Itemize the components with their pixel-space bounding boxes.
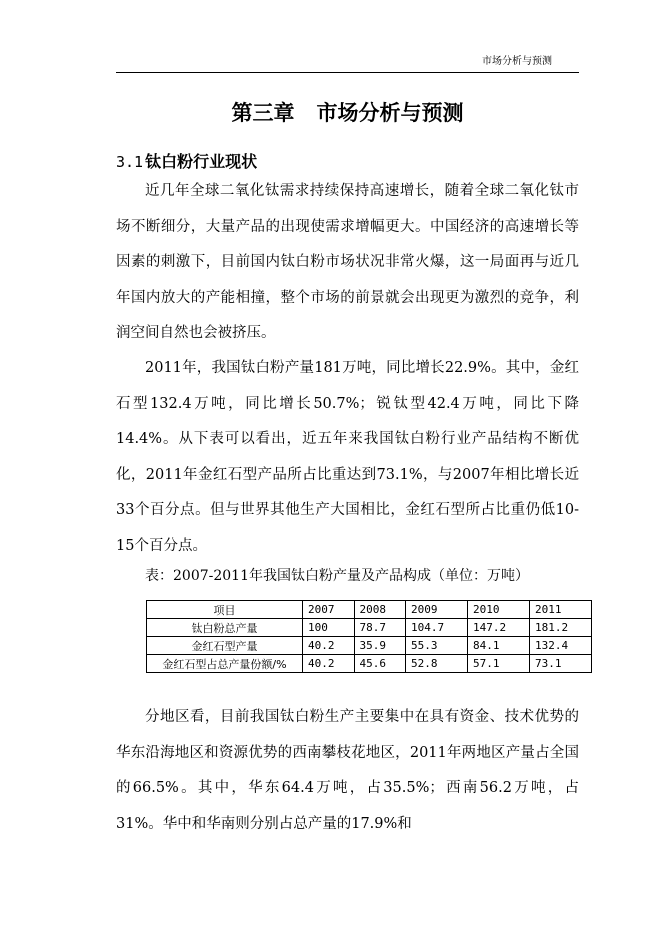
table-cell: 40.2: [303, 655, 355, 673]
table-cell: 104.7: [406, 619, 468, 637]
chapter-title: 第三章 市场分析与预测: [231, 101, 464, 125]
header-rule: [116, 72, 579, 73]
section-heading: [116, 149, 257, 172]
running-header: 市场分析与预测: [482, 56, 552, 67]
table-cell: 钛白粉总产量: [147, 619, 303, 637]
section-title: 钛白粉行业现状: [145, 152, 258, 171]
table-cell: 55.3: [406, 637, 468, 655]
table-header-cell: 项目: [147, 601, 303, 619]
table-cell: 57.1: [467, 655, 529, 673]
table-cell: 147.2: [467, 619, 529, 637]
table-cell: 金红石型占总产量份额/%: [147, 655, 303, 673]
table-cell: 78.7: [354, 619, 406, 637]
paragraph-2: 2011年，我国钛白粉产量181万吨，同比增长22.9%。其中，金红石型132.4万吨，同比增长50.7%；锐钛型42.4万吨，同比下降14.4%。从下表可以看出，近五年来我国钛白粉行业产品结构不断优化，2011年金红石型产品所占比重达到73.1%，与2007年相比增长近33个百分点。但与世界其他生产大国相比，金红石型所占比重仍低10-15个百分点。: [116, 360, 579, 554]
table-cell: 35.9: [354, 637, 406, 655]
table-header-cell: 2009: [406, 601, 468, 619]
table-cell: 40.2: [303, 637, 355, 655]
table-row: [147, 619, 592, 637]
section-number: 3.1: [116, 153, 144, 171]
table-header-cell: 2007: [303, 601, 355, 619]
table-cell: 73.1: [529, 655, 591, 673]
table-cell: 132.4: [529, 637, 591, 655]
table-header-cell: 2010: [467, 601, 529, 619]
table-cell: 84.1: [467, 637, 529, 655]
table-cell: 52.8: [406, 655, 468, 673]
table-header-row: [147, 601, 592, 619]
table-row: [147, 655, 592, 673]
table-cell: 金红石型产量: [147, 637, 303, 655]
paragraph-3: 分地区看，目前我国钛白粉生产主要集中在具有资金、技术优势的华东沿海地区和资源优势的西南攀枝花地区，2011年两地区产量占全国的66.5%。其中，华东64.4万吨，占35.5%；西南56.2万吨，占31%。华中和华南则分别占总产量的17.9%和: [116, 709, 579, 832]
table-header-cell: 2008: [354, 601, 406, 619]
table-cell: 45.6: [354, 655, 406, 673]
production-table: [146, 600, 592, 673]
table-cell: 100: [303, 619, 355, 637]
table-cell: 181.2: [529, 619, 591, 637]
table-caption: 表：2007-2011年我国钛白粉产量及产品构成（单位：万吨）: [145, 568, 529, 584]
table-row: [147, 637, 592, 655]
paragraph-1: 近几年全球二氧化钛需求持续保持高速增长，随着全球二氧化钛市场不断细分，大量产品的出现使需求增幅更大。中国经济的高速增长等因素的刺激下，目前国内钛白粉市场状况非常火爆，这一局面再与近几年国内放大的产能相撞，整个市场的前景就会出现更为激烈的竞争，利润空间自然也会被挤压。: [116, 183, 579, 341]
table-header-cell: 2011: [529, 601, 591, 619]
